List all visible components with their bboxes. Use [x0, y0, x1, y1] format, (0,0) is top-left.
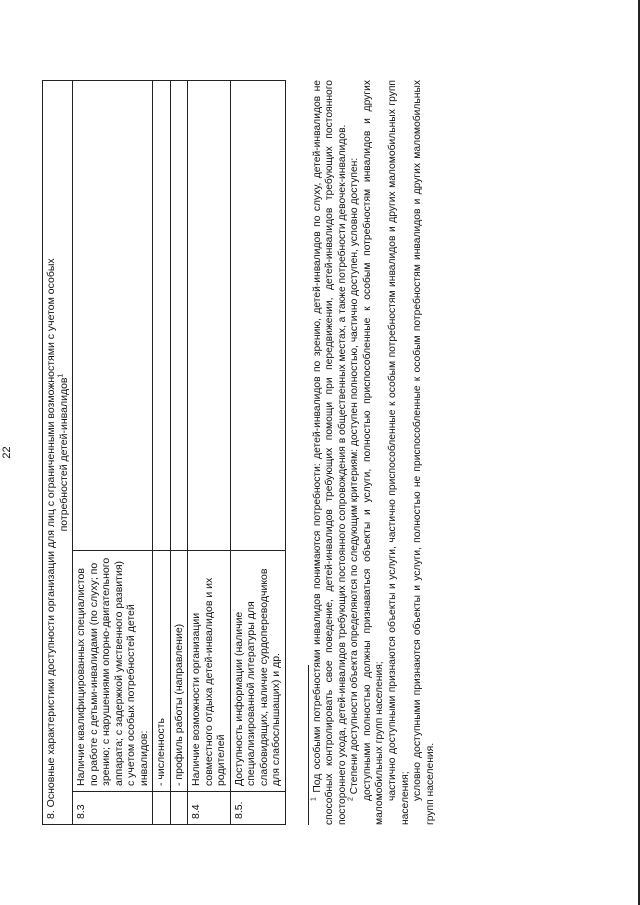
section-title-cont: потребностей детей-инвалидов — [57, 377, 70, 532]
row-text: Наличие возможности организации совместного отдыха детей-инвалидов и их родителей — [188, 551, 231, 792]
table-row — [188, 81, 231, 825]
footnote-separator — [308, 665, 309, 825]
table-row — [73, 81, 153, 825]
row-number: 8.4 — [188, 792, 231, 825]
footnote-mark-1: 1 — [310, 797, 318, 801]
table-header-row — [43, 81, 73, 825]
row-text: - профиль работы (направление) — [170, 551, 188, 792]
row-number — [153, 792, 171, 825]
table-row — [230, 81, 285, 825]
section-title: 8. Основные характеристики доступности организации для лиц с ограниченными возможностями с учетом особых — [45, 258, 57, 819]
row-number: 8.5. — [230, 792, 285, 825]
row-text: - численность — [153, 551, 171, 792]
page-number: 22 — [1, 446, 13, 459]
footnote-conditional-access: условно доступными признаются объекты и услуги, полностью не приспособленные к особым потребностям инвалидов и других маломобильных групп населения. — [412, 80, 436, 825]
footnote-ref-1: 1 — [57, 373, 64, 378]
row-text: Доступность информации (наличие специализированной литературы для слабовидящих, наличие сурдопереводчиков для слабослышащих) и др. — [230, 551, 285, 792]
row-value — [153, 81, 171, 551]
table-row — [170, 81, 188, 825]
row-number — [170, 792, 188, 825]
footnote-partial-access: частично доступными признаются объекты и услуги, частично приспособленные к особым потребностям инвалидов и других маломобильных групп населения; — [387, 80, 411, 825]
section-title-cell — [43, 81, 73, 825]
footnote-2 — [349, 80, 362, 825]
row-text: Наличие квалифицированных специалистов по работе с детьми-инвалидами (по слуху; по зрению; с нарушениями опорно-двигательного аппарата; с задержкой умственного развития) с учетом особых потребностей детей инвалидов: — [73, 551, 153, 792]
row-number: 8.3 — [73, 792, 153, 825]
row-value — [230, 81, 285, 551]
footnote-1-text: Под особыми потребностями инвалидов понимаются потребности: детей-инвалидов по зрению, детей-инвалидов по слуху, детей-инвалидов не способных контролировать свое поведение, детей-инвалидов требующих помощи при передвижении, детей-инвалидов требующих постоянного постороннего ухода, детей-инвалидов требующих постоянного сопровождения в общественных местах, а также потребности девочек-инвалидов. — [311, 80, 348, 825]
accessibility-table — [42, 80, 286, 825]
page-content — [28, 80, 437, 825]
footnote-2-text: Степени доступности объекта определяются по следующим критериям: доступен полностью, частично доступен, условно доступен: — [349, 157, 361, 798]
table-row — [153, 81, 171, 825]
footnote-mark-2: 2 — [347, 797, 355, 801]
row-value — [73, 81, 153, 551]
row-value — [188, 81, 231, 551]
footnote-1 — [312, 80, 350, 825]
footnote-full-access: доступными полностью должны признаваться объекты и услуги, полностью приспособленные к особым потребностям инвалидов и других маломобильных групп населения; — [361, 80, 386, 825]
footnotes — [312, 80, 438, 825]
row-value — [170, 81, 188, 551]
